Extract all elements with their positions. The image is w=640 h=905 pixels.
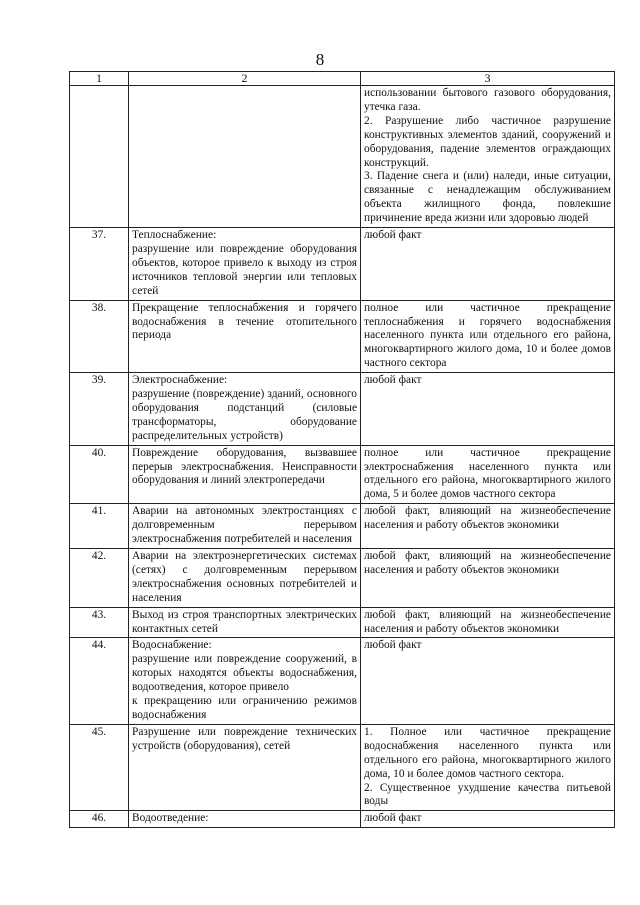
continuation-row [70,86,615,228]
header-col-2: 2 [129,72,361,86]
table-row [70,300,615,373]
table-row [70,373,615,446]
event-description-line: Теплоснабжение: [132,229,217,242]
page-number: 8 [315,50,325,69]
event-description-cell [129,607,361,638]
criteria-line: любой факт, влияющий на жизнеобеспечение населения и работу объектов экономики [364,550,611,576]
table-row [70,445,615,504]
criteria-line: любой факт [364,374,422,387]
event-description-line: Аварии на электроэнергетических системах (сетях) с долговременным перерывом электроснабжения основных потребителей и населения [132,550,357,604]
header-col-1: 1 [70,72,129,86]
criteria-line: любой факт, влияющий на жизнеобеспечение населения и работу объектов экономики [364,505,611,532]
event-description-line: Водоснабжение: [132,639,212,652]
row-number-cell: 37. [70,228,129,301]
event-description-line: Повреждение оборудования, вызвавшее перерыв электроснабжения. Неисправности оборудования и линий электропередачи [132,446,357,487]
criteria-cell [361,549,615,608]
event-description-line: Разрушение или повреждение технических устройств (оборудования), сетей [132,725,357,752]
criteria-line: 1. Полное или частичное прекращение водоснабжения населенного пункта или отдельного его района, многоквартирного жилого дома, 10 и более домов частного сектора. [364,725,611,780]
event-description-line: Выход из строя транспортных электрических контактных сетей [132,608,357,635]
row-number-cell: 46. [70,811,129,828]
criteria-line: любой факт [364,229,422,242]
event-description-cell [129,724,361,810]
continuation-col3-line: использовании бытового газового оборудования, утечка газа. [364,87,611,113]
criteria-line: полное или частичное прекращение теплоснабжения и горячего водоснабжения населенного пункта или отдельного его района, многоквартирного жилого дома, 10 и более домов частного сектора [364,301,611,370]
table-row [70,549,615,608]
criteria-cell [361,373,615,446]
row-number-cell: 38. [70,300,129,373]
event-description-line: Водоотведение: [132,812,209,825]
criteria-cell [361,607,615,638]
event-description-cell [129,445,361,504]
continuation-num-cell [70,86,129,228]
criteria-cell [361,638,615,724]
criteria-cell [361,504,615,549]
criteria-line: любой факт [364,639,422,652]
row-number-cell: 45. [70,724,129,810]
continuation-col3-cell [361,86,615,228]
row-number-cell: 41. [70,504,129,549]
event-description-cell [129,300,361,373]
continuation-col3-line: 3. Падение снега и (или) наледи, иные ситуации, связанные с ненадлежащим обслуживанием объекта жилищного фонда, повлекшие причинение вреда жизни или здоровью людей [364,170,611,225]
criteria-cell [361,811,615,828]
row-number-cell: 43. [70,607,129,638]
table-row [70,724,615,810]
table-header-row [70,72,615,86]
table-row [70,228,615,301]
criteria-cell [361,228,615,301]
event-description-line: Аварии на автономных электростанциях с долговременным перерывом электроснабжения потребителей и населения [132,505,357,546]
event-description-cell [129,811,361,828]
header-col-3: 3 [361,72,615,86]
event-description-cell [129,638,361,724]
criteria-cell [361,724,615,810]
criteria-line: любой факт [364,812,422,825]
event-description-line: разрушение (повреждение) зданий, основного оборудования подстанций (силовые трансформаторы, оборудование распределительных устройств) [132,388,357,442]
continuation-col3-line: 2. Разрушение либо частичное разрушение конструктивных элементов зданий, сооружений и оборудования, падение элементов ограждающих конструкций. [364,114,611,169]
criteria-cell [361,300,615,373]
incidents-table [69,71,615,828]
row-number-cell: 42. [70,549,129,608]
row-number-cell: 44. [70,638,129,724]
criteria-line: 2. Существенное ухудшение качества питьевой воды [364,781,611,808]
table-row [70,638,615,724]
event-description-cell [129,549,361,608]
event-description-cell [129,228,361,301]
event-description-line: к прекращению или ограничению режимов водоснабжения [132,695,357,721]
table-row [70,811,615,828]
criteria-line: любой факт, влияющий на жизнеобеспечение населения и работу объектов экономики [364,608,611,635]
table-row [70,504,615,549]
row-number-cell: 40. [70,445,129,504]
row-number-cell: 39. [70,373,129,446]
event-description-cell [129,373,361,446]
criteria-cell [361,445,615,504]
event-description-cell [129,504,361,549]
continuation-col2-cell [129,86,361,228]
table-row [70,607,615,638]
criteria-line: полное или частичное прекращение электроснабжения населенного пункта или отдельного его района, многоквартирного жилого дома, 5 и более домов частного сектора [364,446,611,501]
event-description-line: разрушение или повреждение оборудования объектов, которое привело к выходу из строя источников тепловой энергии или тепловых сетей [132,242,357,297]
event-description-line: Прекращение теплоснабжения и горячего водоснабжения в течение отопительного периода [132,301,357,342]
event-description-line: Электроснабжение: [132,374,228,387]
event-description-line: разрушение или повреждение сооружений, в которых находятся объекты водоснабжения, водоотведения, которое привело [132,653,357,694]
